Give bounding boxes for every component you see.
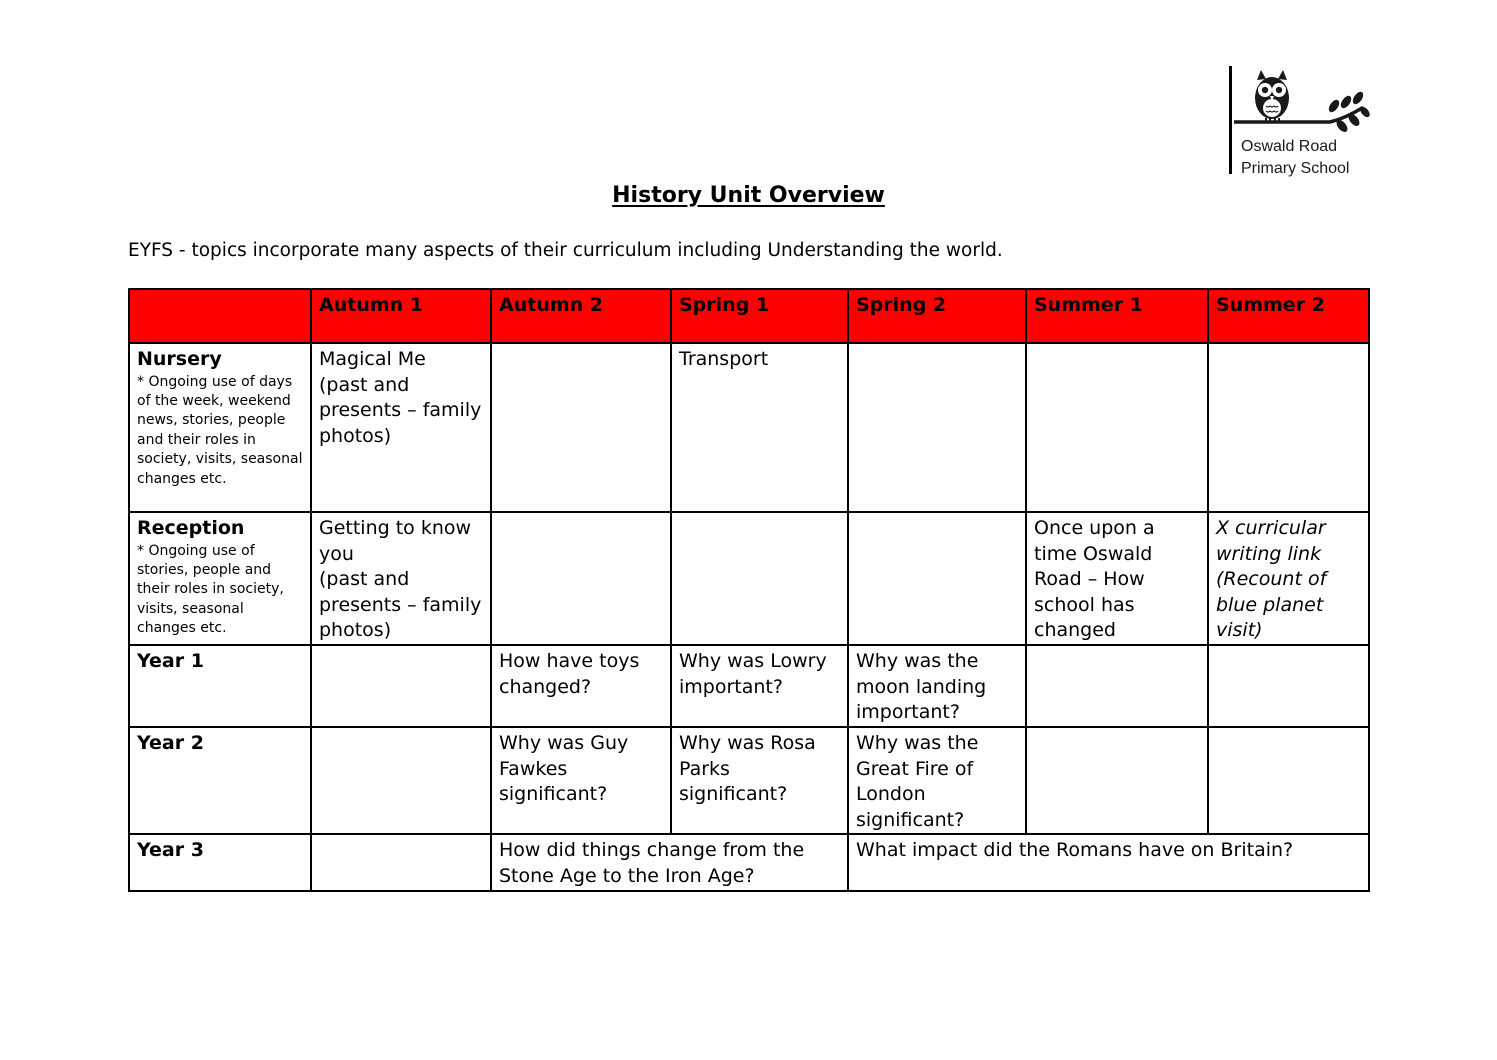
cell-year1-summer-2 (1208, 645, 1369, 727)
cell-nursery-summer-2 (1208, 343, 1369, 512)
row-label-cell (129, 512, 311, 645)
cell-reception-autumn-1 (311, 512, 491, 645)
page-title: History Unit Overview (612, 183, 885, 208)
table-row-reception (129, 512, 1369, 645)
intro-text: EYFS - topics incorporate many aspects of their curriculum including Understanding the world. (128, 240, 1003, 261)
row-note: * Ongoing use of days of the week, weekend news, stories, people and their roles in society, visits, seasonal changes etc. (137, 373, 303, 487)
cell-year2-autumn-1 (311, 727, 491, 834)
cell-year2-spring-1: Why was Rosa Parks significant? (671, 727, 848, 834)
cell-nursery-spring-2 (848, 343, 1026, 512)
cell-year2-spring-2: Why was the Great Fire of London significant? (848, 727, 1026, 834)
cell-reception-summer-1: Once upon a time Oswald Road – How school has changed (1026, 512, 1208, 645)
header-autumn-1: Autumn 1 (311, 289, 491, 343)
row-label: Reception (137, 517, 245, 539)
row-label: Year 2 (129, 727, 311, 834)
table-header-row (129, 289, 1369, 343)
cell-line: Magical Me (319, 348, 426, 370)
cell-nursery-spring-1: Transport (671, 343, 848, 512)
cell-nursery-autumn-2 (491, 343, 671, 512)
cell-year3-spring-span: What impact did the Romans have on Britain? (848, 834, 1369, 890)
row-note: * Ongoing use of stories, people and their roles in society, visits, seasonal changes etc. (137, 542, 284, 637)
cell-year2-summer-1 (1026, 727, 1208, 834)
header-summer-2: Summer 2 (1208, 289, 1369, 343)
logo-line-1: Oswald Road (1241, 138, 1338, 155)
logo-bar (1229, 66, 1232, 174)
logo-text (1241, 136, 1349, 180)
logo-line-2: Primary School (1241, 160, 1350, 177)
cell-year1-spring-1: Why was Lowry important? (671, 645, 848, 727)
cell-reception-summer-2 (1208, 512, 1369, 645)
header-spring-2: Spring 2 (848, 289, 1026, 343)
cell-year1-spring-2: Why was the moon landing important? (848, 645, 1026, 727)
cell-line: X curricular writing link (1216, 517, 1326, 565)
cell-year1-summer-1 (1026, 645, 1208, 727)
cell-nursery-summer-1 (1026, 343, 1208, 512)
cell-year3-autumn-1 (311, 834, 491, 890)
cell-reception-spring-1 (671, 512, 848, 645)
cell-line: (Recount of blue planet visit) (1216, 568, 1327, 642)
cell-year2-autumn-2: Why was Guy Fawkes significant? (491, 727, 671, 834)
cell-line: (past and presents – family photos) (319, 373, 482, 447)
row-label: Year 1 (129, 645, 311, 727)
cell-reception-spring-2 (848, 512, 1026, 645)
cell-year1-autumn-2: How have toys changed? (491, 645, 671, 727)
header-spring-1: Spring 1 (671, 289, 848, 343)
cell-line: (past and presents – family photos) (319, 568, 482, 642)
row-label-cell (129, 343, 311, 512)
school-logo (1228, 66, 1378, 178)
owl-on-branch-icon (1234, 66, 1374, 134)
cell-year2-summer-2 (1208, 727, 1369, 834)
history-unit-table (128, 288, 1370, 892)
header-autumn-2: Autumn 2 (491, 289, 671, 343)
cell-year1-autumn-1 (311, 645, 491, 727)
cell-line: Getting to know you (319, 517, 472, 565)
table-row-year-1 (129, 645, 1369, 727)
table-row-nursery (129, 343, 1369, 512)
table-row-year-3 (129, 834, 1369, 890)
header-summer-1: Summer 1 (1026, 289, 1208, 343)
cell-year3-autumn-span: How did things change from the Stone Age to the Iron Age? (491, 834, 848, 890)
header-cell-blank (129, 289, 311, 343)
cell-nursery-autumn-1 (311, 343, 491, 512)
row-label: Year 3 (129, 834, 311, 890)
table-row-year-2 (129, 727, 1369, 834)
cell-reception-autumn-2 (491, 512, 671, 645)
row-label: Nursery (137, 348, 222, 370)
